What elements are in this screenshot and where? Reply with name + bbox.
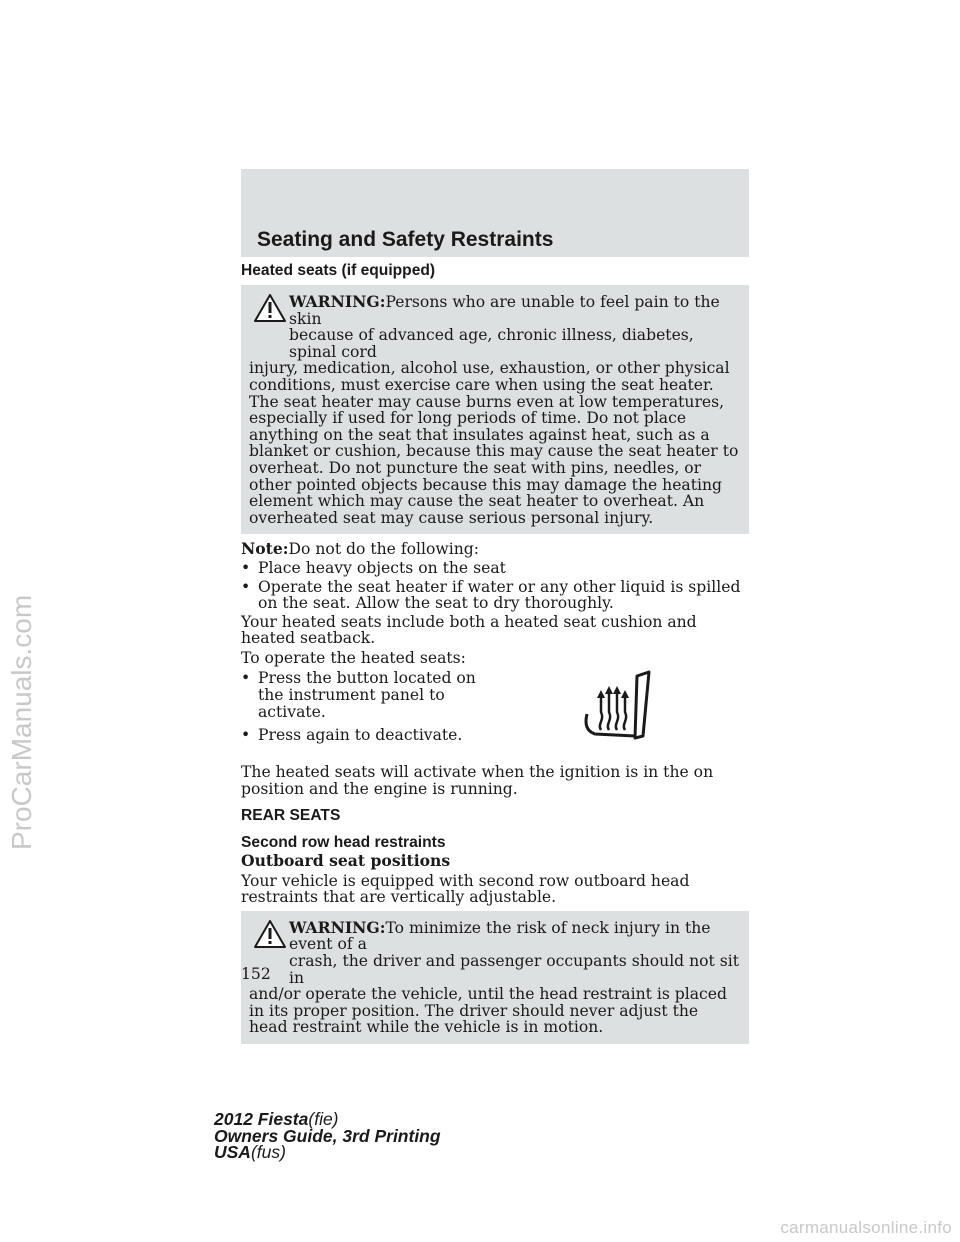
bullet-dot: • [241,669,251,688]
list-item [241,579,749,612]
document-footer [214,1111,441,1161]
section-title: Seating and Safety Restraints [257,228,554,251]
footer-model: 2012 Fiesta [214,1109,309,1129]
list-item [241,670,481,720]
warning-label: WARNING: [289,292,386,311]
heated-seats-description: Your heated seats include both a heated seat cushion and heated seatback. [241,612,697,648]
footer-line-2: Owners Guide, 3rd Printing [214,1125,441,1146]
list-item [241,560,749,577]
section-header-band [241,169,749,257]
warning-line-2: crash, the driver and passenger occupants should not sit in [289,952,740,987]
head-restraints-paragraph: Your vehicle is equipped with second row outboard head restraints that are vertically adjustable. [241,871,690,907]
head-restraint-warning [241,911,749,1044]
warning-body: and/or operate the vehicle, until the head restraint is placed in its proper position. The driver should never adjust the head restraint while the vehicle is in motion. [249,985,728,1037]
warning-text-line1: To minimize the risk of neck injury in the event of a [289,918,711,954]
heated-seats-heading: Heated seats (if equipped) [241,262,436,279]
warning-triangle-icon [253,293,287,323]
footer-market-code: (fus) [250,1142,286,1162]
warning-text-line1: Persons who are unable to feel pain to the skin [289,293,720,328]
page-number: 152 [241,965,271,983]
activation-paragraph: The heated seats will activate when the ignition is in the on position and the engine is running. [241,763,714,799]
footer-market: USA [214,1142,251,1162]
page-content [241,262,749,1044]
heated-seats-warning [241,285,749,534]
warning-label: WARNING: [289,917,386,937]
note-label: Note: [241,539,289,559]
footer-model-code: (fie) [308,1109,339,1129]
bullet-text: Press again to deactivate. [258,726,463,745]
footer-line-3 [214,1144,441,1161]
note-paragraph [241,541,749,558]
warning-triangle-icon [253,919,287,949]
heated-seat-icon [577,670,655,746]
operate-intro: To operate the heated seats: [241,648,466,667]
bullet-text: Press the button located on the instrument panel to activate. [258,669,476,721]
warning-body: injury, medication, alcohol use, exhaustion, or other physical conditions, must exercise care when using the seat heater. The seat heater may cause burns even at low temperatures, especially if used for long periods of time. Do not place anything on the seat that insulates against heat, such as a blanket or cushion, because this may cause the seat heater to overheat. Do not puncture the seat with pins, needles, or other pointed objects because this may damage the heating element which may cause the seat heater to overheat. An overheated seat may cause serious personal injury. [249,359,739,527]
note-text: Do not do the following: [288,540,480,559]
side-watermark: ProCarManuals.com [6,594,37,850]
rear-seats-heading: REAR SEATS [241,806,341,824]
head-restraints-heading: Second row head restraints [241,833,446,851]
warning-line-1 [249,917,741,954]
warning-line-2: because of advanced age, chronic illness, diabetes, spinal cord [289,326,694,361]
warning-line-1 [249,294,741,327]
bullet-dot: • [241,558,251,577]
bottom-watermark: carmanualsonline.info [780,1218,952,1237]
bullet-text: Place heavy objects on the seat [258,558,506,577]
bullet-dot: • [241,577,251,596]
operate-section [241,670,749,760]
bullet-dot: • [241,726,251,745]
outboard-positions-heading: Outboard seat positions [241,850,451,870]
list-item [241,727,481,744]
bullet-text: Operate the seat heater if water or any other liquid is spilled on the seat. Allow the seat to dry thoroughly. [258,577,741,613]
